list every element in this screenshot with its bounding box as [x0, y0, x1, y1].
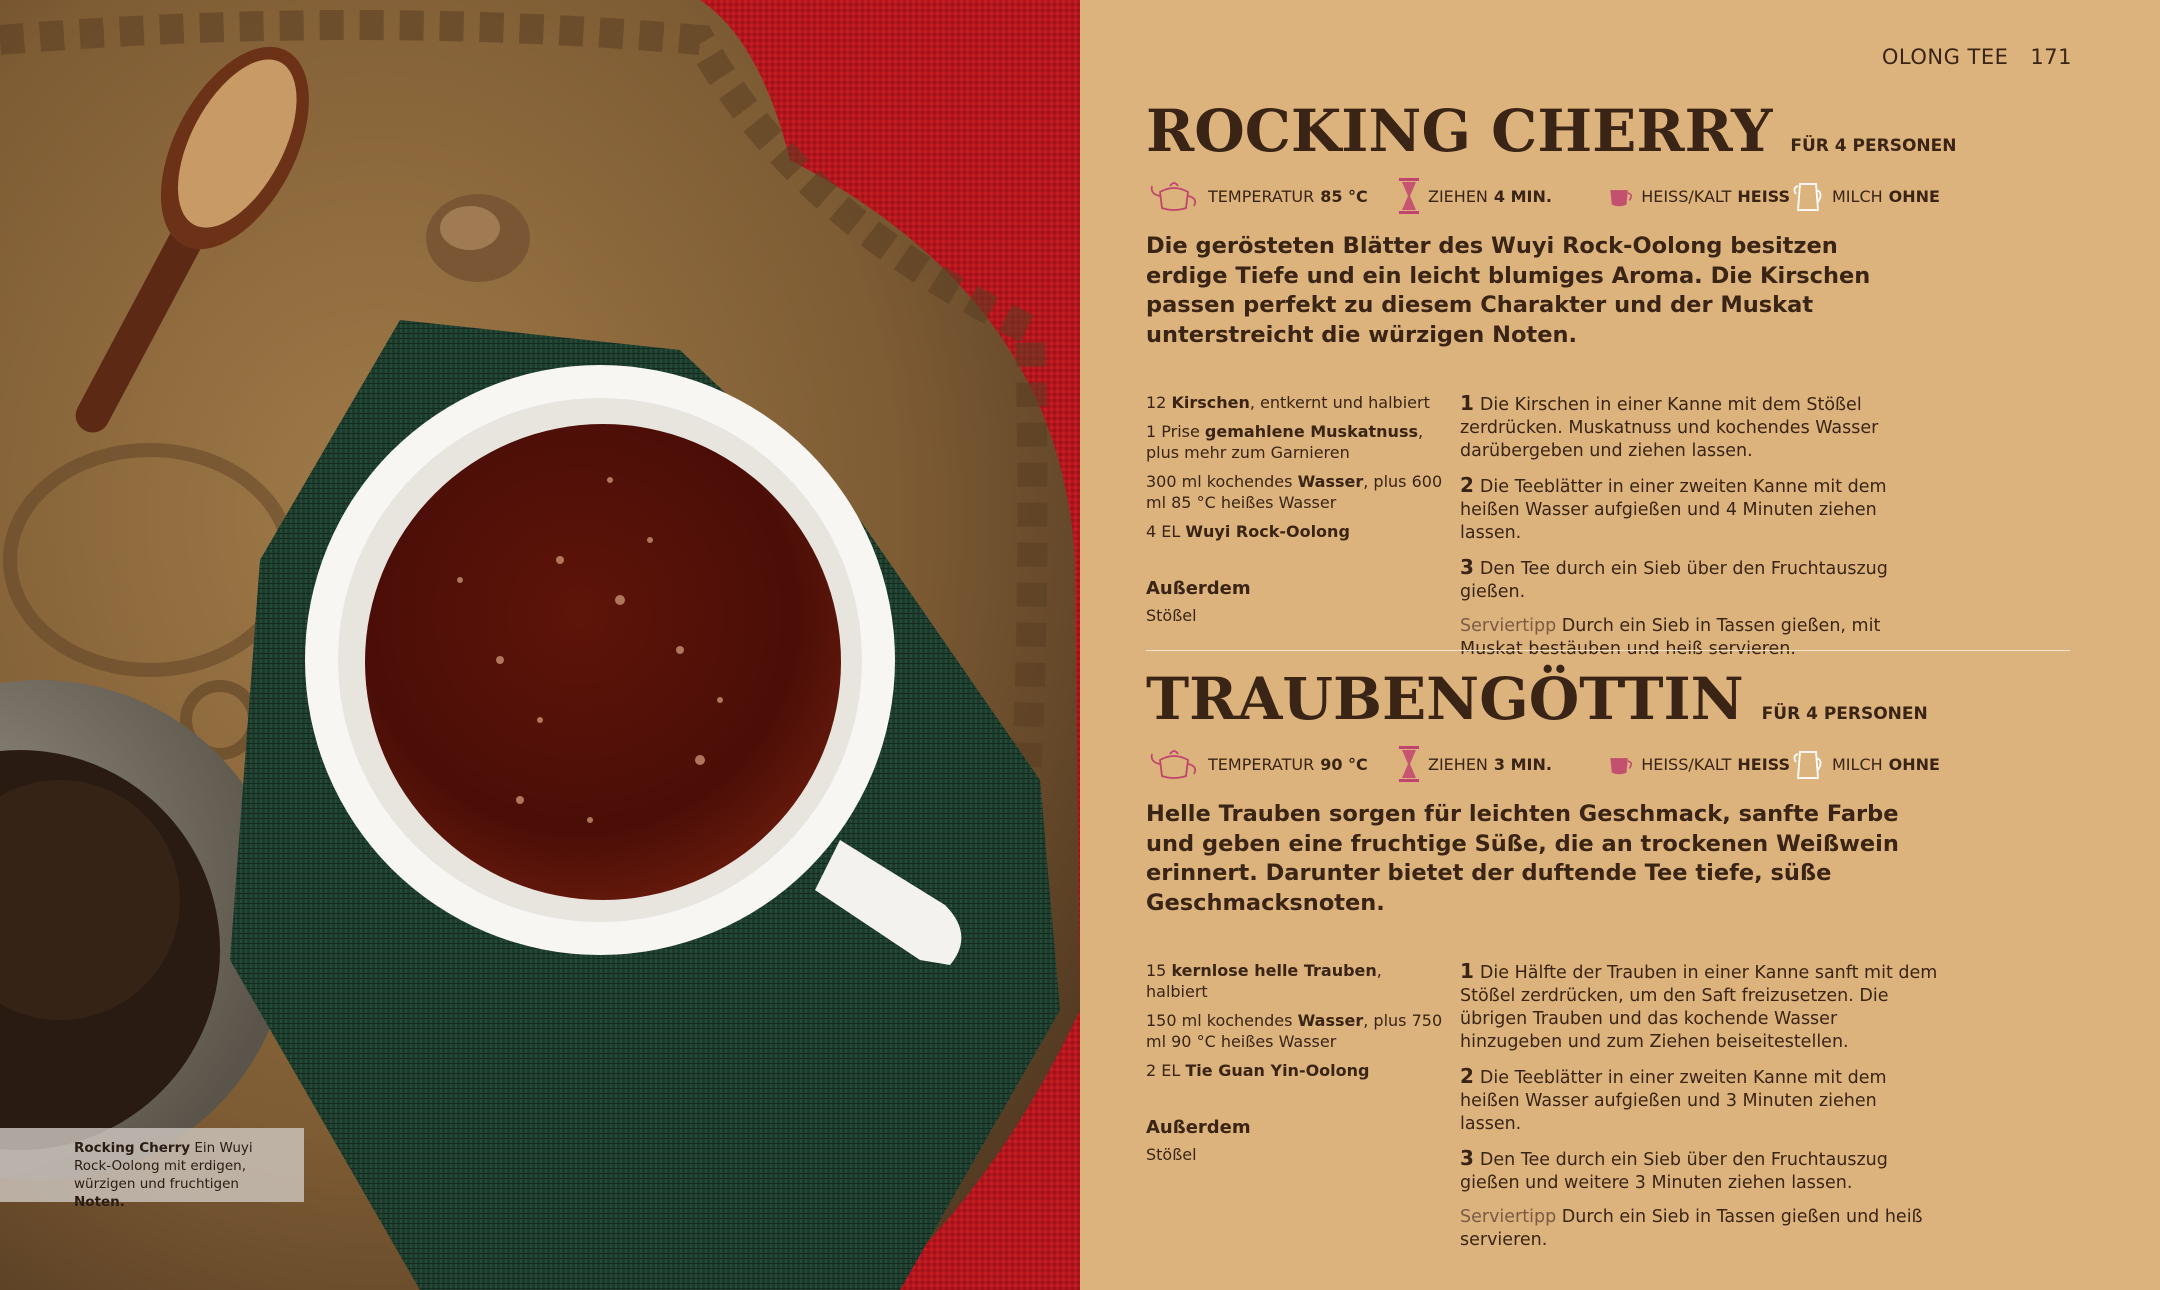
temp-value: 90 °C: [1320, 754, 1368, 774]
page-number: 171: [2030, 45, 2072, 69]
ingredient-item: 150 ml kochendes Wasser, plus 750 ml 90 °C heißes Wasser: [1146, 1011, 1443, 1051]
cup-icon: [1606, 742, 1635, 786]
recipe-traubengoettin: [1146, 660, 2070, 1250]
temp-label: TEMPERATUR: [1208, 186, 1315, 206]
teapot-icon: [1146, 742, 1202, 786]
caption-bold-end: Noten.: [74, 1194, 125, 1210]
cup-icon: [1606, 174, 1635, 218]
steps-list: [1460, 960, 1940, 1263]
step-item: 3 Den Tee durch ein Sieb über den Fruchtauszug gießen.: [1460, 555, 1888, 602]
temp-label: TEMPERATUR: [1208, 754, 1315, 774]
extra-item: Stößel: [1146, 606, 1197, 625]
section-title: OLONG TEE: [1881, 45, 2009, 69]
hot-cold-value: HEISS: [1737, 754, 1790, 774]
recipe-page: [1080, 0, 2160, 1290]
milk-label: MILCH: [1832, 186, 1883, 206]
recipe-meta: [1146, 742, 2070, 786]
milk-value: OHNE: [1888, 754, 1940, 774]
ingredients-list: [1146, 960, 1446, 1173]
servings: FÜR 4 PERSONEN: [1790, 136, 1957, 156]
milk-label: MILCH: [1832, 754, 1883, 774]
photo-caption: [0, 1128, 304, 1210]
hourglass-icon: [1396, 742, 1422, 786]
temp-value: 85 °C: [1320, 186, 1368, 206]
extra-heading: Außerdem: [1146, 1117, 1251, 1138]
recipe-meta: [1146, 174, 2070, 218]
ingredient-item: 1 Prise gemahlene Muskatnuss, plus mehr zum Garnieren: [1146, 422, 1424, 462]
milk-jug-icon: [1790, 174, 1826, 218]
time-value: 3 MIN.: [1493, 754, 1552, 774]
step-item: 2 Die Teeblätter in einer zweiten Kanne mit dem heißen Wasser aufgießen und 3 Minuten ziehen lassen.: [1460, 1064, 1887, 1134]
milk-value: OHNE: [1888, 186, 1940, 206]
ingredient-item: 15 kernlose helle Trauben, halbiert: [1146, 961, 1382, 1001]
recipe-intro: Die gerösteten Blätter des Wuyi Rock-Oolong besitzen erdige Tiefe und ein leicht blumiges Aroma. Die Kirschen passen perfekt zu diesem Charakter und der Muskat unterstreicht die würzigen Noten.: [1146, 233, 1871, 348]
recipe-title: TRAUBENGÖTTIN: [1146, 665, 1744, 733]
extra-heading: Außerdem: [1146, 578, 1251, 599]
running-head: [1882, 45, 2072, 69]
hot-cold-label: HEISS/KALT: [1641, 186, 1732, 206]
recipe-title: ROCKING CHERRY: [1146, 97, 1773, 165]
step-item: 1 Die Kirschen in einer Kanne mit dem Stößel zerdrücken. Muskatnuss und kochendes Wasser darübergeben und ziehen lassen.: [1460, 391, 1879, 461]
milk-jug-icon: [1790, 742, 1826, 786]
ingredient-item: 12 Kirschen, entkernt und halbiert: [1146, 393, 1430, 412]
hourglass-icon: [1396, 174, 1422, 218]
recipe-rocking-cherry: [1146, 92, 2070, 659]
teapot-icon: [1146, 174, 1202, 218]
hot-cold-value: HEISS: [1737, 186, 1790, 206]
recipe-divider: [1146, 650, 2070, 651]
step-item: 2 Die Teeblätter in einer zweiten Kanne mit dem heißen Wasser aufgießen und 4 Minuten ziehen lassen.: [1460, 473, 1887, 543]
extra-item: Stößel: [1146, 1145, 1197, 1164]
time-label: ZIEHEN: [1428, 186, 1488, 206]
step-item: 3 Den Tee durch ein Sieb über den Fruchtauszug gießen und weitere 3 Minuten ziehen lassen.: [1460, 1146, 1888, 1193]
time-label: ZIEHEN: [1428, 754, 1488, 774]
hot-cold-label: HEISS/KALT: [1641, 754, 1732, 774]
serving-tip: Serviertipp Durch ein Sieb in Tassen gießen, mit Muskat bestäuben und heiß servieren.: [1460, 616, 1881, 659]
ingredient-item: 2 EL Tie Guan Yin-Oolong: [1146, 1061, 1370, 1080]
steps-list: [1460, 392, 1940, 672]
caption-text: Ein Wuyi Rock-Oolong mit erdigen, würzigen und fruchtigen: [74, 1140, 253, 1192]
servings: FÜR 4 PERSONEN: [1761, 704, 1928, 724]
step-item: 1 Die Hälfte der Trauben in einer Kanne sanft mit dem Stößel zerdrücken, um den Saft freizusetzen. Die übrigen Trauben und das kochende Wasser hinzugeben und zum Ziehen beiseitestellen.: [1460, 959, 1938, 1052]
ingredient-item: 4 EL Wuyi Rock-Oolong: [1146, 522, 1350, 541]
ingredient-item: 300 ml kochendes Wasser, plus 600 ml 85 °C heißes Wasser: [1146, 472, 1443, 512]
caption-bold-title: Rocking Cherry: [74, 1140, 191, 1156]
ingredients-list: [1146, 392, 1446, 634]
serving-tip: Serviertipp Durch ein Sieb in Tassen gießen und heiß servieren.: [1460, 1207, 1923, 1250]
time-value: 4 MIN.: [1493, 186, 1552, 206]
recipe-intro: Helle Trauben sorgen für leichten Geschmack, sanfte Farbe und geben eine fruchtige Süße, die an trockenen Weißwein erinnert. Darunter bietet der duftende Tee tiefe, süße Geschmacksnoten.: [1146, 801, 1899, 916]
